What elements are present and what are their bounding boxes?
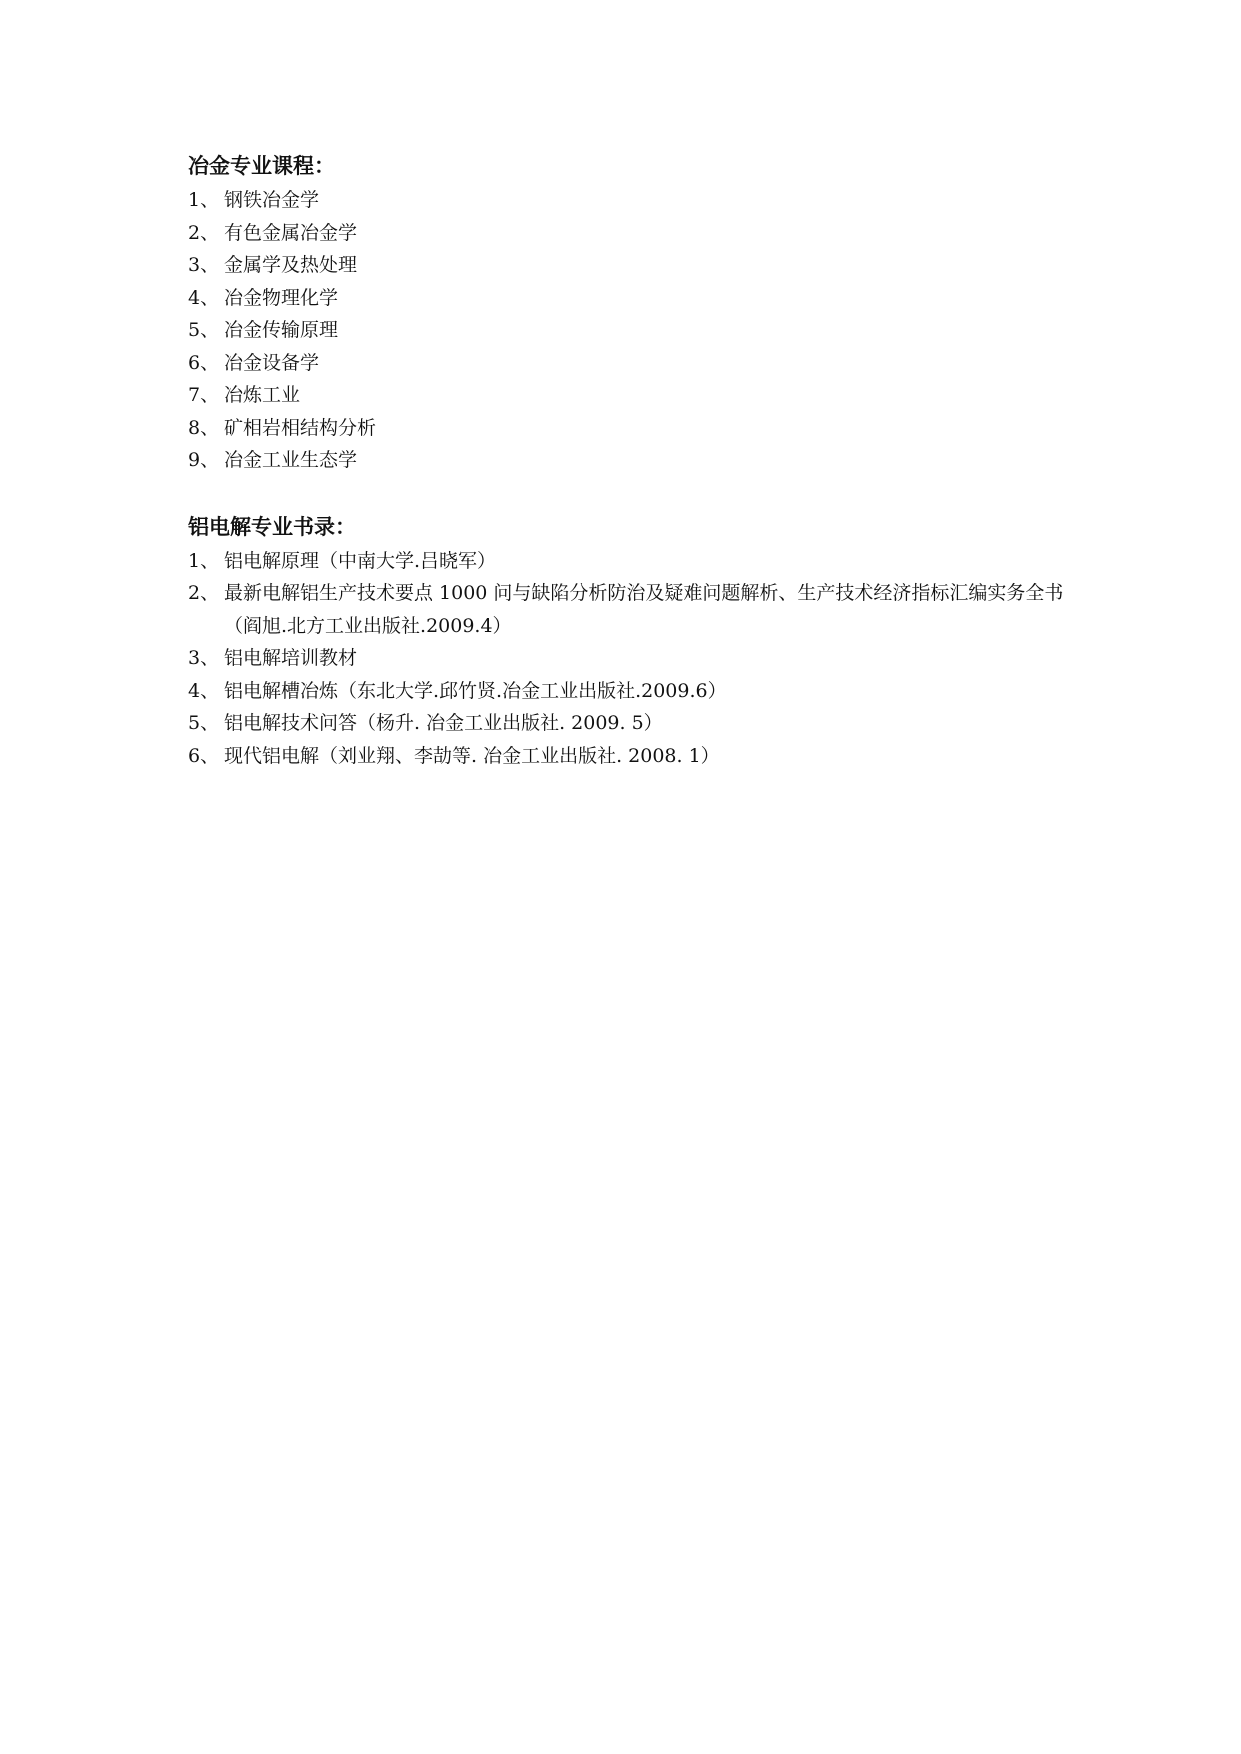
- list-item: [188, 217, 1088, 250]
- list-item: [188, 347, 1088, 380]
- item-text: 铝电解技术问答（杨升. 冶金工业出版社. 2009. 5）: [224, 712, 663, 734]
- item-text: 冶金传输原理: [224, 319, 339, 341]
- item-text: 铝电解原理（中南大学.吕晓军）: [224, 549, 497, 572]
- item-number: 2、: [188, 221, 220, 244]
- item-number: 6、: [188, 744, 220, 767]
- item-number: 2、: [188, 582, 220, 604]
- item-text: 铝电解培训教材: [224, 647, 358, 669]
- item-number: 5、: [188, 712, 220, 734]
- item-number: 3、: [188, 647, 220, 669]
- list-item: [188, 642, 1088, 675]
- list-item: [188, 314, 1088, 347]
- item-number: 9、: [188, 449, 220, 471]
- document-content: [188, 148, 1088, 772]
- item-number: 5、: [188, 319, 220, 341]
- list-item: [188, 740, 1088, 773]
- list-item: [188, 282, 1088, 315]
- item-number: 7、: [188, 384, 220, 406]
- list-item: [188, 675, 1088, 708]
- list-item: [188, 545, 1088, 578]
- list-item: [188, 249, 1088, 282]
- item-number: 1、: [188, 549, 220, 572]
- item-text: 冶炼工业: [224, 384, 301, 406]
- item-text: 现代铝电解（刘业翔、李劼等. 冶金工业出版社. 2008. 1）: [224, 744, 720, 767]
- item-text: 冶金设备学: [224, 351, 320, 374]
- list-item: [188, 577, 1088, 642]
- item-text: 冶金工业生态学: [224, 449, 358, 471]
- section-heading-aluminum-electrolysis-books: 铝电解专业书录：: [188, 514, 356, 539]
- item-text: 冶金物理化学: [224, 286, 339, 309]
- list-item: [188, 412, 1088, 445]
- list-item: [188, 444, 1088, 477]
- item-number: 6、: [188, 351, 220, 374]
- section-heading-metallurgy-courses: 冶金专业课程：: [188, 154, 335, 178]
- section-spacer: [188, 477, 1088, 509]
- item-text: 最新电解铝生产技术要点 1000 问与缺陷分析防治及疑难问题解析、生产技术经济指标汇编实务全书（阎旭.北方工业出版社.2009.4）: [224, 582, 1064, 637]
- metallurgy-course-list: [188, 184, 1088, 477]
- item-text: 铝电解槽冶炼（东北大学.邱竹贤.冶金工业出版社.2009.6）: [224, 679, 727, 702]
- list-item: [188, 184, 1088, 217]
- item-number: 8、: [188, 416, 220, 439]
- item-text: 有色金属冶金学: [224, 221, 358, 244]
- list-item: [188, 707, 1088, 740]
- item-number: 1、: [188, 189, 220, 211]
- item-text: 矿相岩相结构分析: [224, 416, 377, 439]
- item-text: 金属学及热处理: [224, 254, 358, 276]
- aluminum-electrolysis-book-list: [188, 545, 1088, 773]
- item-number: 4、: [188, 679, 220, 702]
- list-item: [188, 379, 1088, 412]
- item-number: 3、: [188, 254, 220, 276]
- item-number: 4、: [188, 286, 220, 309]
- item-text: 钢铁冶金学: [224, 189, 320, 211]
